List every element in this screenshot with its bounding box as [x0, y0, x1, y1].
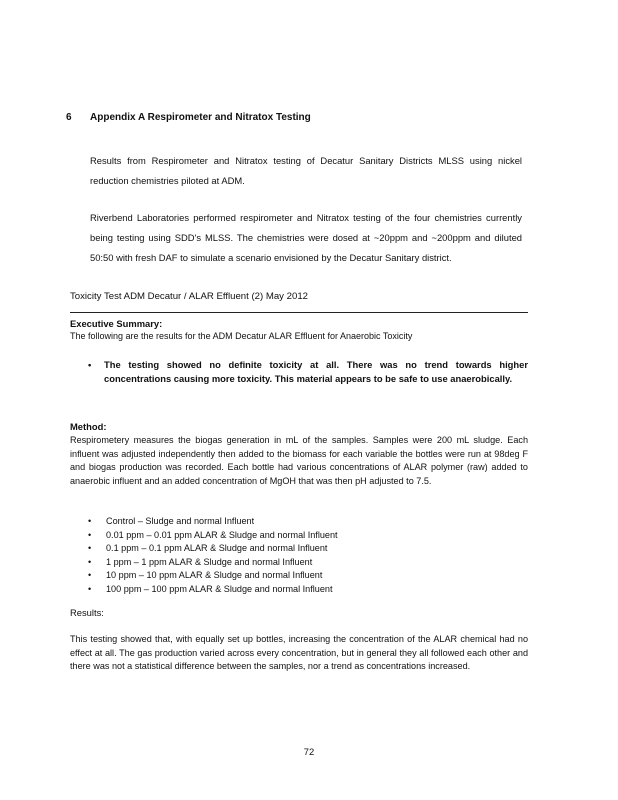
bullet-marker: • — [88, 556, 92, 567]
executive-summary-bullet — [88, 358, 528, 386]
method-body: Respirometery measures the biogas generation in mL of the samples. Samples were 200 mL sludge. Each influent was adjusted independently then added to the biomass for each variable the bottles were run at 98deg F and biogas production was recorded. Each bottle had various concentrations of ALAR polymer (raw) added to anaerobic influent and an added concentration of MgOH that was then pH adjusted to 7.5. — [70, 435, 528, 486]
list-item — [88, 515, 338, 529]
list-item — [88, 529, 338, 543]
toxicity-test-title: Toxicity Test ADM Decatur / ALAR Effluent (2) May 2012 — [70, 291, 308, 302]
list-item — [88, 583, 338, 597]
method-heading: Method: — [70, 421, 107, 432]
bullet-marker: • — [88, 583, 92, 594]
list-item-text: 10 ppm – 10 ppm ALAR & Sludge and normal Influent — [106, 570, 323, 581]
executive-summary-intro: The following are the results for the ADM Decatur ALAR Effluent for Anaerobic Toxicity — [70, 331, 413, 341]
executive-summary-bullet-text: The testing showed no definite toxicity at all. There was no trend towards higher concentrations causing more toxicity. This material appears to be safe to use anaerobically. — [104, 359, 528, 384]
list-item-text: Control – Sludge and normal Influent — [106, 516, 255, 526]
results-body: This testing showed that, with equally set up bottles, increasing the concentration of the ALAR chemical had no effect at all. The gas production varied across every concentration, but in general they all followed each other and there was not a statistical difference between the samples, nor a trend as concentrations increased. — [70, 634, 528, 672]
method-list — [88, 515, 338, 597]
list-item — [88, 569, 338, 583]
horizontal-rule — [70, 312, 528, 313]
bullet-marker: • — [88, 570, 92, 581]
bullet-marker: • — [88, 359, 92, 370]
intro-paragraph-2: Riverbend Laboratories performed respirometer and Nitratox testing of the four chemistries currently being testing using SDD's MLSS. The chemistries were dosed at ~20ppm and ~200ppm and diluted 50:50 with fresh DAF to simulate a scenario envisioned by the Decatur Sanitary district. — [90, 212, 522, 263]
intro-paragraph-1: Results from Respirometer and Nitratox testing of Decatur Sanitary Districts MLSS using nickel reduction chemistries piloted at ADM. — [90, 155, 522, 186]
list-item — [88, 542, 338, 556]
page-number: 72 — [303, 746, 315, 757]
bullet-marker: • — [88, 529, 92, 540]
list-item-text: 100 ppm – 100 ppm ALAR & Sludge and normal Influent — [106, 583, 333, 594]
list-item-text: 1 ppm – 1 ppm ALAR & Sludge and normal Influent — [106, 556, 313, 567]
list-item-text: 0.01 ppm – 0.01 ppm ALAR & Sludge and normal Influent — [106, 529, 338, 540]
list-item — [88, 556, 338, 570]
section-title: Appendix A Respirometer and Nitratox Testing — [90, 112, 311, 123]
section-heading — [66, 112, 311, 123]
section-number: 6 — [66, 112, 72, 123]
executive-summary-heading: Executive Summary: — [70, 318, 163, 329]
bullet-marker: • — [88, 516, 92, 526]
list-item-text: 0.1 ppm – 0.1 ppm ALAR & Sludge and normal Influent — [106, 543, 328, 554]
results-heading: Results: — [70, 607, 104, 618]
bullet-marker: • — [88, 543, 92, 554]
